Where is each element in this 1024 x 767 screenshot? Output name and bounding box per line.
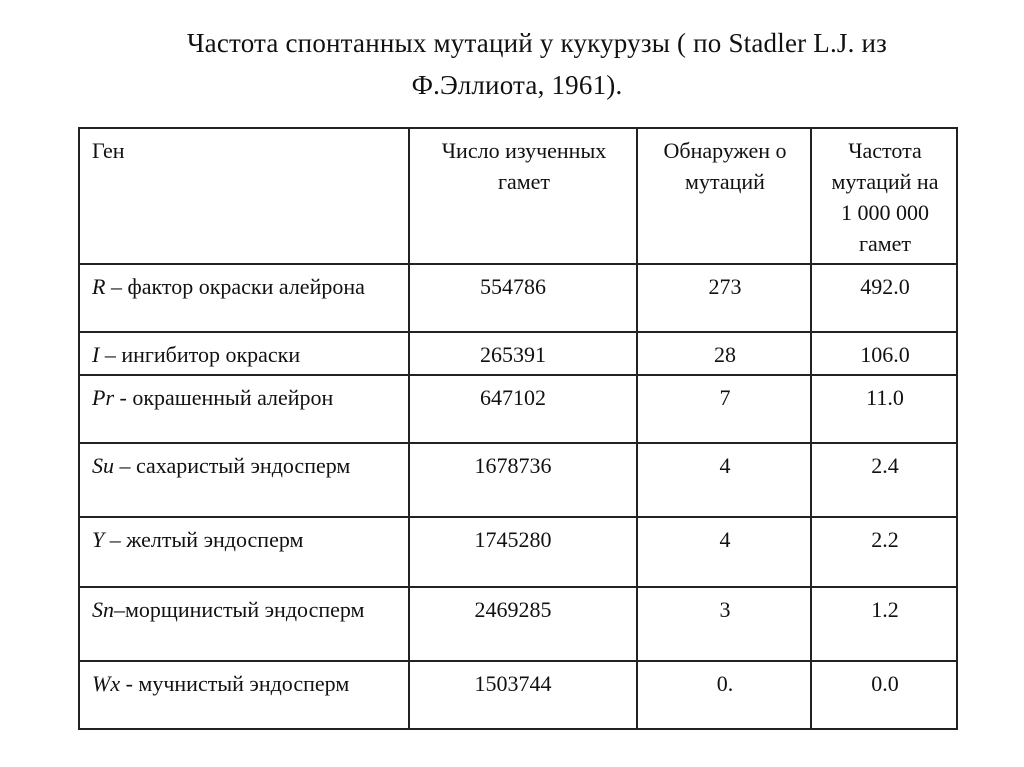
gene-cell: [79, 264, 409, 332]
frequency-cell: 1.2: [811, 587, 957, 661]
frequency-cell: 2.2: [811, 517, 957, 587]
table-row: [79, 264, 957, 332]
mutation-table: [78, 127, 958, 730]
studied-cell: 265391: [409, 332, 637, 375]
detected-cell: 7: [637, 375, 811, 443]
gene-description: – сахаристый эндосперм: [114, 453, 351, 478]
frequency-cell: 2.4: [811, 443, 957, 517]
detected-cell: 4: [637, 517, 811, 587]
gene-description: - окрашенный алейрон: [114, 385, 334, 410]
detected-cell: 3: [637, 587, 811, 661]
detected-cell: 28: [637, 332, 811, 375]
gene-symbol: I: [92, 342, 100, 367]
gene-symbol: Pr: [92, 385, 114, 410]
detected-cell: 4: [637, 443, 811, 517]
studied-cell: 1503744: [409, 661, 637, 729]
studied-cell: 647102: [409, 375, 637, 443]
gene-description: – ингибитор окраски: [99, 342, 301, 367]
table-row: [79, 375, 957, 443]
frequency-cell: 11.0: [811, 375, 957, 443]
frequency-cell: 492.0: [811, 264, 957, 332]
gene-cell: [79, 661, 409, 729]
table-row: [79, 332, 957, 375]
studied-cell: 1678736: [409, 443, 637, 517]
gene-description: –морщинистый эндосперм: [114, 597, 365, 622]
studied-cell: 554786: [409, 264, 637, 332]
gene-description: - мучнистый эндосперм: [120, 671, 350, 696]
studied-cell: 1745280: [409, 517, 637, 587]
studied-cell: 2469285: [409, 587, 637, 661]
gene-description: – желтый эндосперм: [104, 527, 304, 552]
gene-symbol: Wx: [92, 671, 121, 696]
table-header-row: [79, 128, 957, 264]
gene-description: – фактор окраски алейрона: [105, 274, 365, 299]
header-detected-mutations: Обнаружен о мутаций: [637, 128, 811, 264]
table-row: [79, 661, 957, 729]
gene-cell: [79, 332, 409, 375]
table-row: [79, 443, 957, 517]
frequency-cell: 106.0: [811, 332, 957, 375]
table-row: [79, 587, 957, 661]
frequency-cell: 0.0: [811, 661, 957, 729]
gene-cell: [79, 443, 409, 517]
title-line-1: Частота спонтанных мутаций у кукурузы ( по Stadler L.J. из: [186, 28, 888, 58]
detected-cell: 273: [637, 264, 811, 332]
title-line-2: Ф.Эллиота, 1961).: [411, 70, 623, 100]
gene-cell: [79, 517, 409, 587]
header-studied-gametes: Число изученных гамет: [409, 128, 637, 264]
gene-cell: [79, 375, 409, 443]
gene-symbol: Y: [92, 527, 105, 552]
gene-cell: [79, 587, 409, 661]
gene-symbol: Su: [92, 453, 114, 478]
page-title: [0, 22, 1024, 106]
gene-symbol: Sn: [92, 597, 114, 622]
detected-cell: 0.: [637, 661, 811, 729]
header-gene: Ген: [79, 128, 409, 264]
header-mutation-frequency: Частота мутаций на 1 000 000 гамет: [811, 128, 957, 264]
table-row: [79, 517, 957, 587]
gene-symbol: R: [92, 274, 106, 299]
